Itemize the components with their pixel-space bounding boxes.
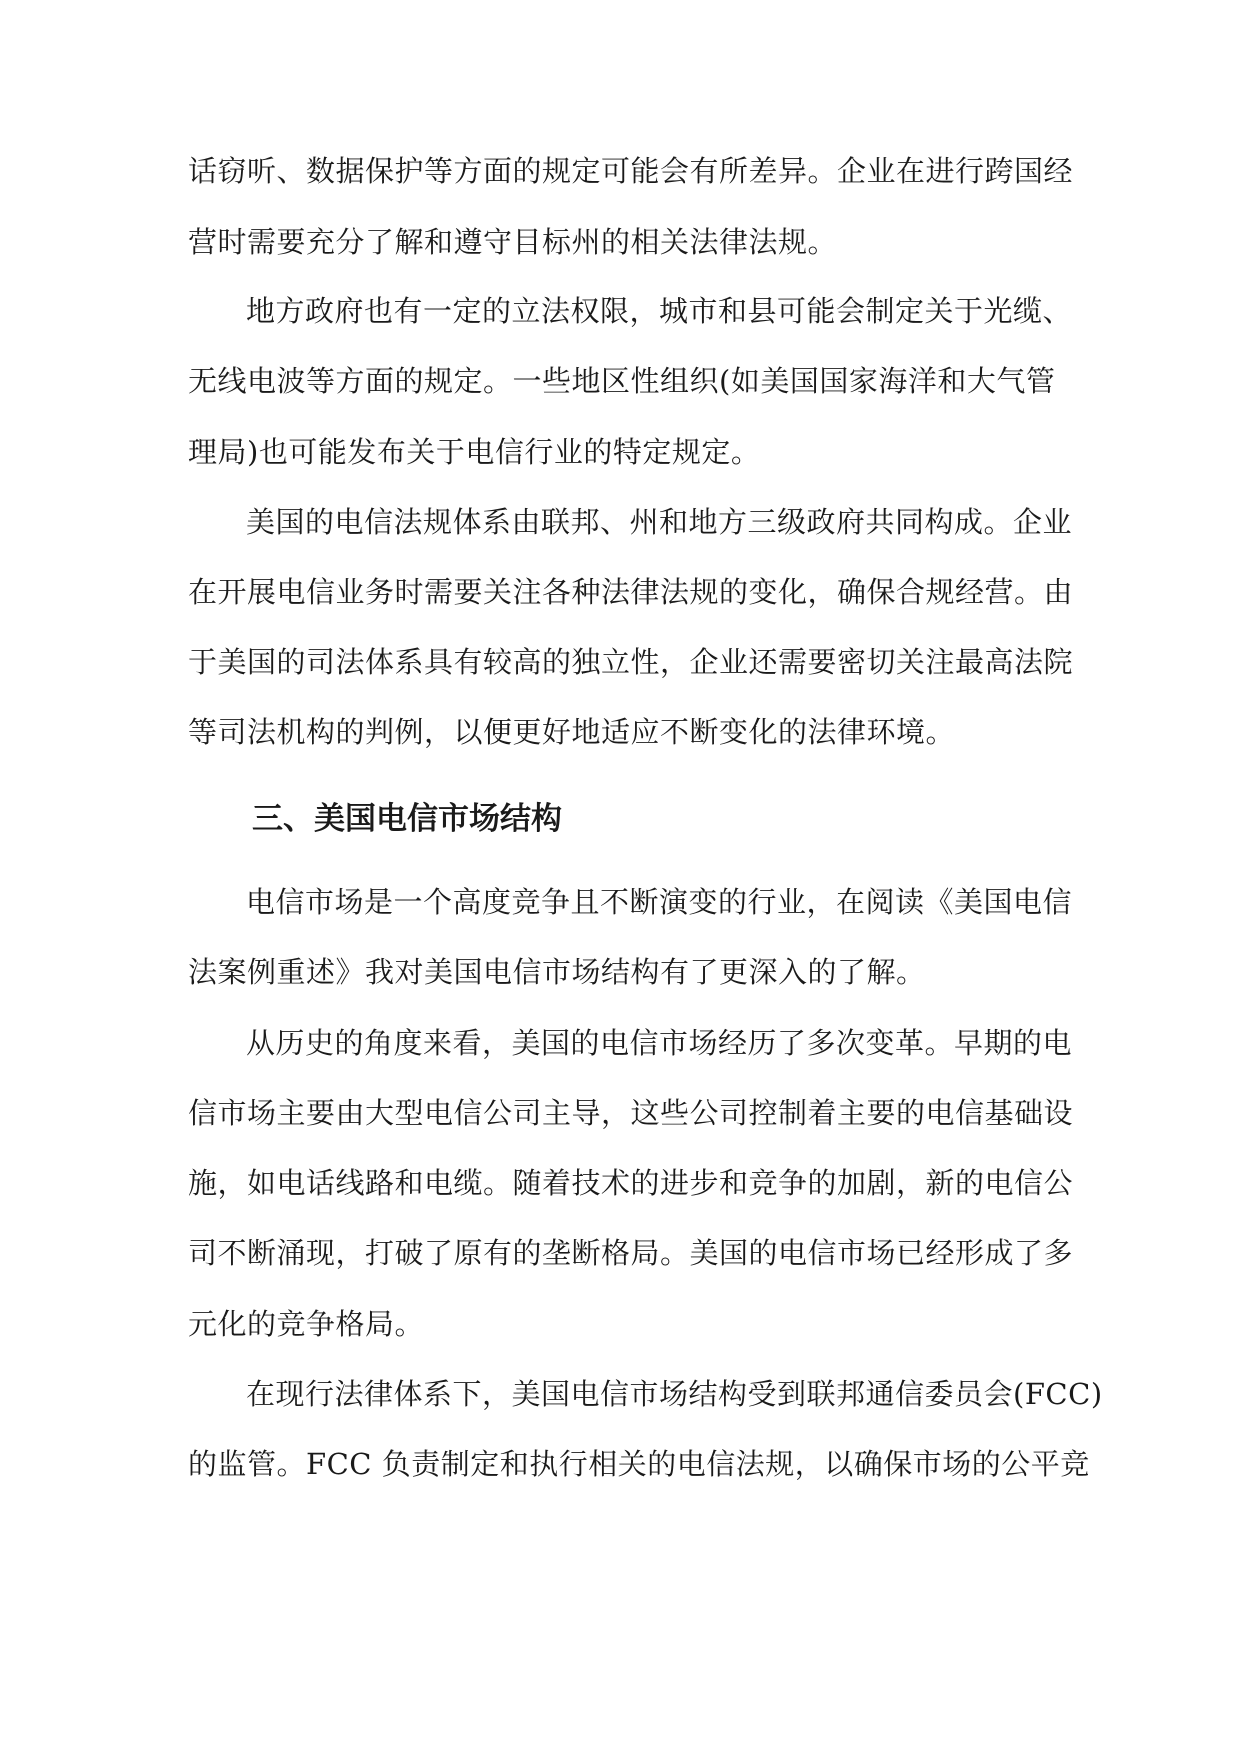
paragraph-3-line-4: 等司法机构的判例，以便更好地适应不断变化的法律环境。	[188, 715, 956, 749]
paragraph-5-line-4: 司不断涌现，打破了原有的垄断格局。美国的电信市场已经形成了多	[188, 1236, 1074, 1270]
paragraph-5-line-5: 元化的竞争格局。	[188, 1307, 425, 1341]
paragraph-5-line-1: 从历史的角度来看，美国的电信市场经历了多次变革。早期的电	[246, 1026, 1073, 1060]
paragraph-2-line-1: 地方政府也有一定的立法权限，城市和县可能会制定关于光缆、	[246, 294, 1073, 328]
paragraph-2-line-2: 无线电波等方面的规定。一些地区性组织(如美国国家海洋和大气管	[188, 364, 1056, 398]
paragraph-2-line-3: 理局)也可能发布关于电信行业的特定规定。	[188, 435, 761, 469]
paragraph-1-line-2: 营时需要充分了解和遵守目标州的相关法律法规。	[188, 225, 838, 259]
paragraph-4-line-1: 电信市场是一个高度竞争且不断演变的行业，在阅读《美国电信	[246, 885, 1073, 919]
paragraph-4-line-2: 法案例重述》我对美国电信市场结构有了更深入的了解。	[188, 955, 926, 989]
paragraph-1-line-1: 话窃听、数据保护等方面的规定可能会有所差异。企业在进行跨国经	[188, 154, 1074, 188]
paragraph-5-line-2: 信市场主要由大型电信公司主导，这些公司控制着主要的电信基础设	[188, 1096, 1074, 1130]
paragraph-3-line-3: 于美国的司法体系具有较高的独立性，企业还需要密切关注最高法院	[188, 645, 1074, 679]
paragraph-5-line-3: 施，如电话线路和电缆。随着技术的进步和竞争的加剧，新的电信公	[188, 1166, 1074, 1200]
paragraph-6-line-1: 在现行法律体系下，美国电信市场结构受到联邦通信委员会(FCC)	[246, 1377, 1103, 1411]
paragraph-3-line-1: 美国的电信法规体系由联邦、州和地方三级政府共同构成。企业	[246, 505, 1073, 539]
section-heading: 三、美国电信市场结构	[252, 801, 562, 837]
paragraph-6-line-2: 的监管。FCC 负责制定和执行相关的电信法规，以确保市场的公平竞	[188, 1447, 1090, 1481]
paragraph-3-line-2: 在开展电信业务时需要关注各种法律法规的变化，确保合规经营。由	[188, 575, 1074, 609]
